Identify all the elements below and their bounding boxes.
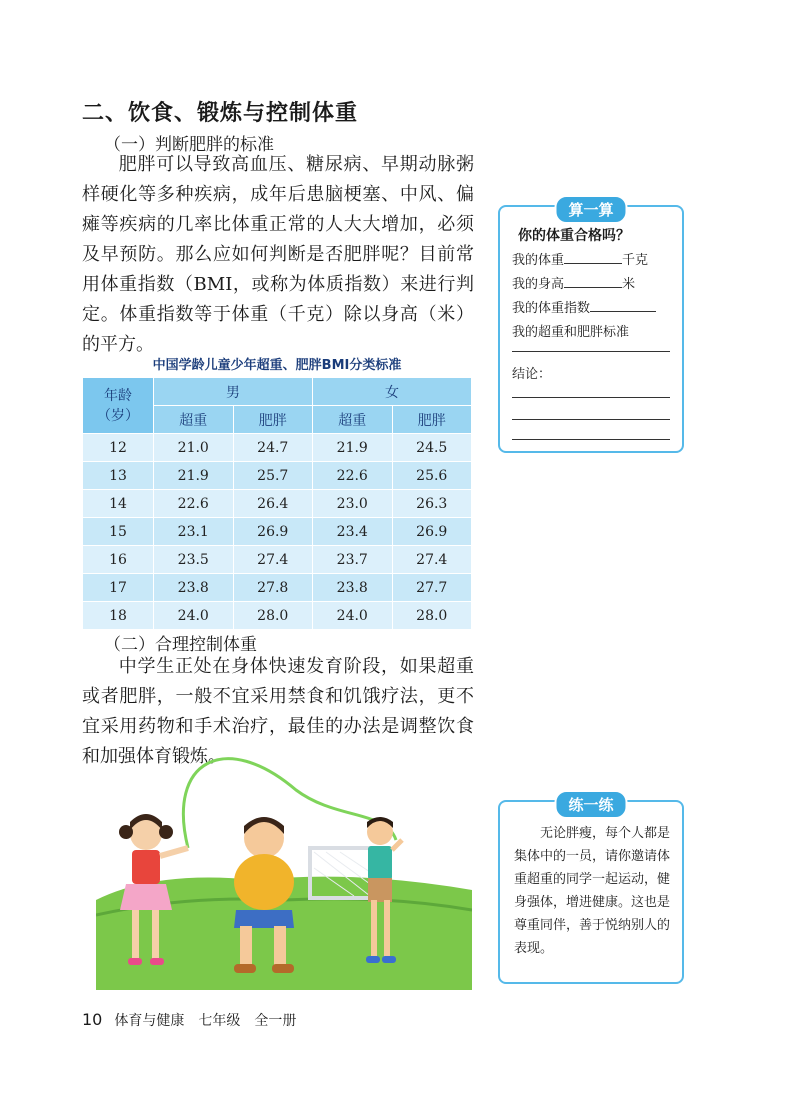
volume-label: 全一册: [254, 1013, 297, 1029]
table-row: [83, 434, 472, 462]
table-caption: 中国学龄儿童少年超重、肥胖BMI分类标准: [152, 358, 402, 373]
practice-tag: 练一练: [554, 790, 627, 819]
table-cell: 21.9: [154, 462, 234, 490]
table-cell: 16: [83, 546, 154, 574]
paragraph-text: 肥胖可以导致高血压、糖尿病、早期动脉粥样硬化等多种疾病，成年后患脑梗塞、中风、偏瘫等疾病的几率比体重正常的人大大增加，必须及早预防。那么应如何判断是否肥胖呢？目前常用体重指数（BMI，或称为体质指数）来进行判定。体重指数等于体重（千克）除以身高（米）的平方。: [82, 154, 474, 355]
table-cell: 26.3: [392, 490, 472, 518]
table-row: [83, 546, 472, 574]
age-header: [83, 378, 154, 434]
table-cell: 28.0: [233, 602, 313, 630]
table-cell: 26.9: [233, 518, 313, 546]
conclusion-blank-2[interactable]: [512, 419, 670, 420]
book-title: 体育与健康: [114, 1013, 185, 1029]
table-cell: 27.4: [392, 546, 472, 574]
calc-box: [498, 201, 684, 453]
table-cell: 22.6: [154, 490, 234, 518]
table-cell: 23.4: [313, 518, 393, 546]
height-unit: 米: [622, 277, 636, 292]
table-cell: 18: [83, 602, 154, 630]
table-cell: 12: [83, 434, 154, 462]
practice-text: [514, 822, 670, 960]
bmi-line: [512, 297, 656, 316]
male-overweight-header: 超重: [154, 406, 234, 434]
table-cell: 22.6: [313, 462, 393, 490]
page-number: 10: [82, 1010, 103, 1029]
table-cell: 26.9: [392, 518, 472, 546]
weight-unit: 千克: [622, 253, 649, 268]
table-cell: 25.7: [233, 462, 313, 490]
table-cell: 21.9: [313, 434, 393, 462]
weight-line: [512, 249, 648, 268]
table-cell: 24.7: [233, 434, 313, 462]
table-cell: 24.5: [392, 434, 472, 462]
table-cell: 24.0: [154, 602, 234, 630]
section-title: 二、饮食、锻炼与控制体重: [82, 101, 359, 126]
conclusion-blank-3[interactable]: [512, 439, 670, 440]
practice-box: [498, 796, 684, 984]
table-cell: 23.8: [313, 574, 393, 602]
subsection-title-1: （一）判断肥胖的标准: [104, 135, 274, 155]
conclusion-blank-1[interactable]: [512, 397, 670, 398]
table-cell: 23.0: [313, 490, 393, 518]
table-row: [83, 602, 472, 630]
grade-label: 七年级: [198, 1013, 241, 1029]
age-header-label: 年龄: [104, 387, 132, 404]
bmi-label: 我的体重指数: [512, 301, 591, 316]
table-cell: 25.6: [392, 462, 472, 490]
table-cell: 23.7: [313, 546, 393, 574]
table-row: [83, 490, 472, 518]
height-blank[interactable]: [564, 274, 622, 288]
jump-rope: [183, 759, 396, 848]
height-line: [512, 273, 635, 292]
conclusion-label: 结论：: [512, 367, 552, 382]
age-header-unit: （岁）: [97, 407, 139, 424]
table-cell: 17: [83, 574, 154, 602]
weight-label: 我的体重: [512, 253, 565, 268]
female-overweight-header: 超重: [313, 406, 393, 434]
male-obese-header: 肥胖: [233, 406, 313, 434]
table-cell: 15: [83, 518, 154, 546]
standard-label: 我的超重和肥胖标准: [512, 325, 630, 340]
table-cell: 21.0: [154, 434, 234, 462]
bmi-standard-table: [82, 377, 472, 630]
table-cell: 27.8: [233, 574, 313, 602]
table-cell: 23.8: [154, 574, 234, 602]
table-row: [83, 574, 472, 602]
table-cell: 27.7: [392, 574, 472, 602]
table-cell: 28.0: [392, 602, 472, 630]
table-cell: 24.0: [313, 602, 393, 630]
bmi-blank[interactable]: [590, 298, 656, 312]
table-cell: 13: [83, 462, 154, 490]
weight-blank[interactable]: [564, 250, 622, 264]
female-header: 女: [313, 378, 472, 406]
paragraph-obesity-intro: [82, 150, 474, 360]
jump-rope-illustration: [96, 750, 472, 990]
height-label: 我的身高: [512, 277, 565, 292]
female-obese-header: 肥胖: [392, 406, 472, 434]
calc-tag: 算一算: [554, 195, 627, 224]
table-cell: 26.4: [233, 490, 313, 518]
standard-blank[interactable]: [512, 351, 670, 352]
table-cell: 27.4: [233, 546, 313, 574]
subsection-title-2: （二）合理控制体重: [104, 635, 257, 655]
table-cell: 14: [83, 490, 154, 518]
table-cell: 23.5: [154, 546, 234, 574]
table-cell: 23.1: [154, 518, 234, 546]
practice-text-body: 无论胖瘦，每个人都是集体中的一员，请你邀请体重超重的同学一起运动，健身强体，增进健康。这也是尊重同伴，善于悦纳别人的表现。: [514, 826, 671, 956]
table-body: [83, 434, 472, 630]
table-row: [83, 462, 472, 490]
male-header: 男: [154, 378, 313, 406]
table-row: [83, 518, 472, 546]
page-footer: [82, 1010, 310, 1030]
paragraph-text: 中学生正处在身体快速发育阶段，如果超重或者肥胖，一般不宜采用禁食和饥饿疗法，更不宜采用药物和手术治疗，最佳的办法是调整饮食和加强体育锻炼。: [82, 656, 474, 767]
calc-title: 你的体重合格吗？: [518, 228, 630, 244]
